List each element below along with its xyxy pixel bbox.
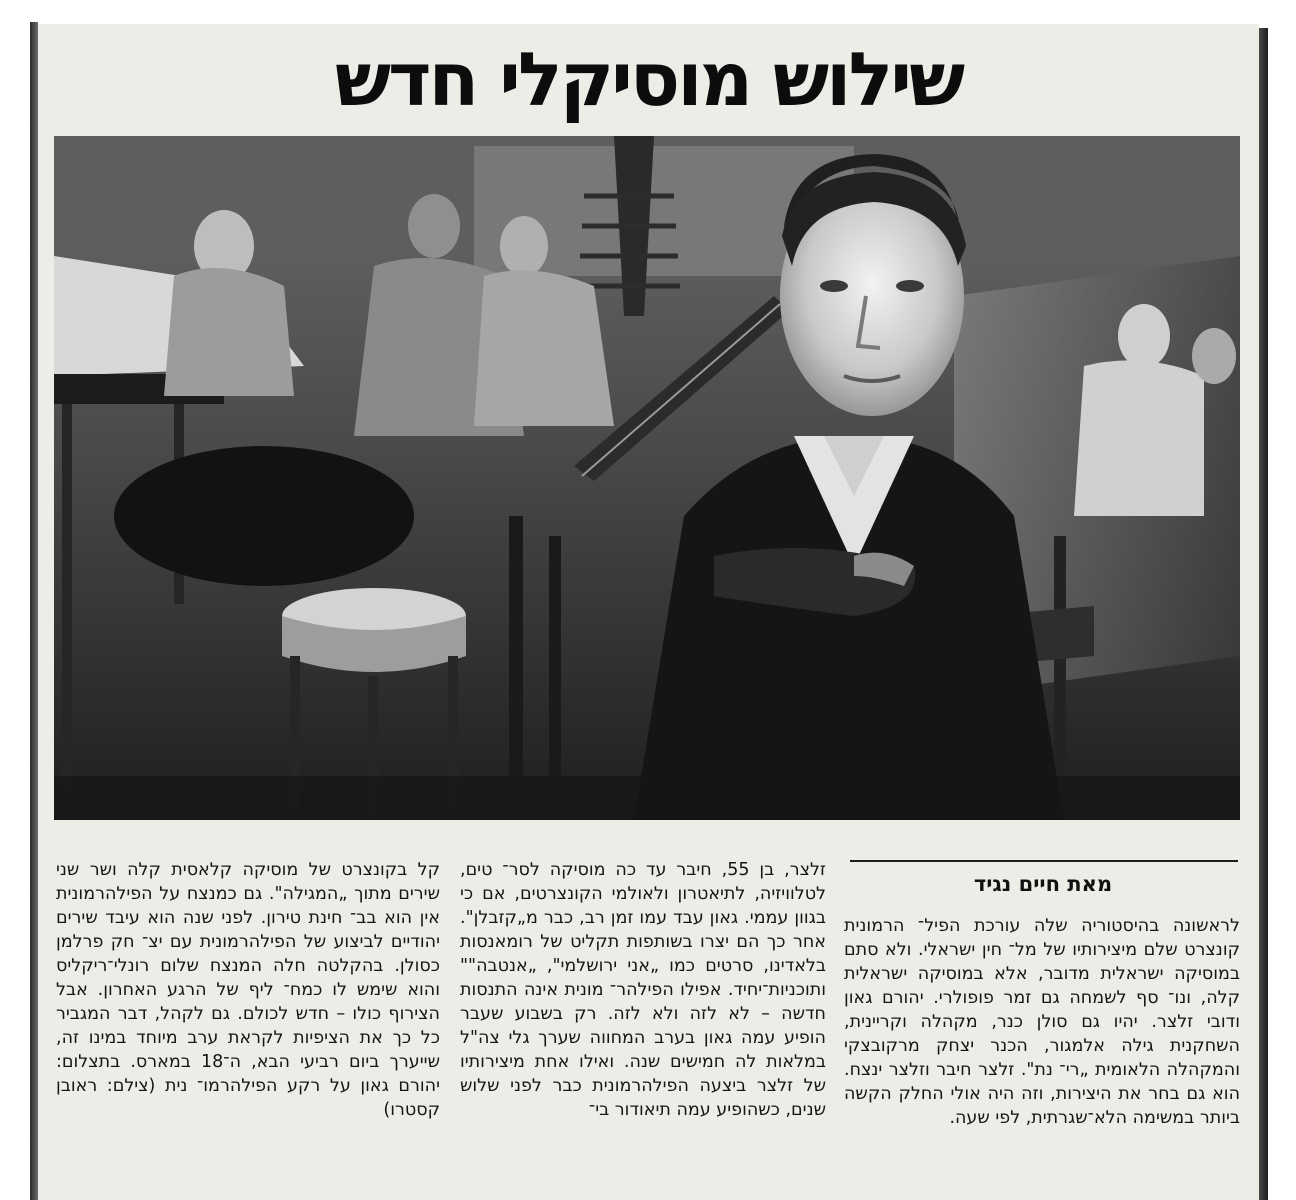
page-binding-edge-right (1259, 28, 1268, 1200)
page-binding-edge-left (30, 22, 38, 1200)
article-column-middle (460, 858, 826, 1200)
article-column-left (56, 858, 440, 1200)
article-byline: מאת חיים נגיד (973, 872, 1113, 896)
byline-rule (850, 860, 1238, 862)
article-headline: שילוש מוסיקלי חדש (334, 37, 963, 123)
article-column-right (844, 914, 1240, 1200)
orchestra-portrait-illustration (54, 136, 1240, 820)
column-right-text: לראשונה בהיסטוריה שלה עורכת הפיל־ הרמונית קונצרט שלם מיצירותיו של מל־ חין ישראלי. ולא סתם במוסיקה ישראלית מדובר, אלא במוסיקה ישראלית קלה, ונו־ סף לשמחה גם זמר פופולרי. יהורם גאון ודובי זלצר. יהיו גם סולן כנר, מקהלה וקריינית, השחקנית גילה אלמגור, הכנר יצחק מרקובצקי והמקהלה הלאומית „רי־ נת". זלצר חיבר וזלצר ינצח. הוא גם בחר את היצירות, וזה היה אולי החלק הקשה ביותר במשימה הלא־שגרתית, לפי שעה. (844, 916, 1240, 1128)
column-left-text: קל בקונצרט של מוסיקה קלאסית קלה ושר שני שירים מתוך „המגילה". גם כמנצח על הפילהרמונית אין הוא בב־ חינת טירון. לפני שנה הוא עיבד שירים יהודיים לביצוע של הפילהרמונית עם יצ־ חק פרלמן כסולן. בהקלטה חלה המנצח שלום רונלי־ריקליס והוא שימש לו כמח־ ליף של הרגע האחרון. אבל הצירוף כולו – חדש לכולם. גם לקהל, דבר המגביר כל כך את הציפיות לקראת ערב מיוחד במינו זה, שייערך ביום רביעי הבא, ה־18 במארס. בתצלום: יהורם גאון על רקע הפילהרמו־ נית (צילם: ראובן קסטרו) (56, 860, 440, 1120)
article-photo (54, 136, 1240, 820)
column-middle-text: זלצר, בן 55, חיבר עד כה מוסיקה לסר־ טים, לטלוויזיה, לתיאטרון ולאולמי הקונצרטים, אם כי בגוון עממי. גאון עבד עמו זמן רב, כבר מ„קזבלן". אחר כך הם יצרו בשותפות תקליט של רומאנסות בלאדינו, סרטים כמו „אני ירושלמי", „אנטבה"" ותוכניות־יחיד. אפילו הפילהר־ מונית אינה התנסות חדשה – לא לזה ולא לזה. רק בשבוע שעבר הופיע עמה גאון בערב המחווה שערך גלי צה"ל במלאות לה חמישים שנה. ואילו אחת מיצירותיו של זלצר ביצעה הפילהרמונית כבר לפני שלוש שנים, כשהופיע עמה תיאודור בי־ (460, 860, 826, 1120)
